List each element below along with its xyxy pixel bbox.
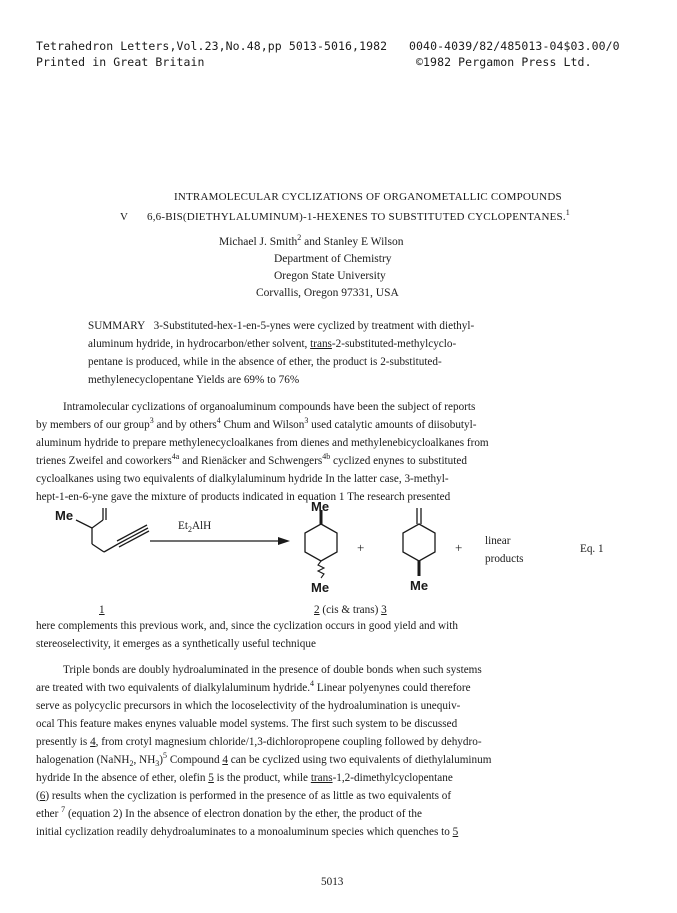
plus-sign-2: + <box>455 540 463 555</box>
p1-line-2: by members of our group$^3$ and by others$^4$ Chum and Wilson$^3$ used catalytic amounts of diisobutyl- <box>36 416 477 431</box>
p2-line-1: here complements this previous work, and, since the cyclization occurs in good yield and with <box>36 620 458 632</box>
title-line-2: 6,6-BIS(DIETHYLALUMINUM)-1-HEXENES TO SUBSTITUTED CYCLOPENTANES.$^1$ <box>147 208 570 223</box>
article-code: 0040-4039/82/485013-04$03.00/0 <box>409 39 620 53</box>
summary-line-3: pentane is produced, while in the absence of ether, the product is 2-substituted- <box>88 356 442 368</box>
reagent-label: $Et_2AlH$ <box>178 520 212 535</box>
p3-line-4: ocal This feature makes enynes valuable model systems. The first such system to be discussed <box>36 718 458 730</box>
p1-line-4: trienes Zweifel and coworkers$^{4a}$ and Rienäcker and Schwengers$^{4b}$ cyclized enynes to substituted <box>36 452 467 467</box>
compound-1-structure <box>76 508 149 552</box>
summary-line-1: SUMMARY 3-Substituted-hex-1-en-5-ynes were cyclized by treatment with diethyl- <box>88 320 475 332</box>
printed-line: Printed in Great Britain <box>36 55 205 69</box>
title-line-1: INTRAMOLECULAR CYCLIZATIONS OF ORGANOMETALLIC COMPOUNDS <box>174 191 562 203</box>
page-number: 5013 <box>321 876 344 888</box>
authors: Michael J. Smith$^2$ and Stanley E Wilson <box>219 233 404 248</box>
p3-line-1: Triple bonds are doubly hydroaluminated in the presence of double bonds when such systems <box>63 664 482 676</box>
p1-line-6: hept-1-en-6-yne gave the mixture of products indicated in equation 1 The research presented <box>36 491 451 503</box>
p1-line-1: Intramolecular cyclizations of organoaluminum compounds have been the subject of reports <box>63 401 476 413</box>
me-label-bottom-3: Me <box>410 578 429 593</box>
p3-line-8: (6) results when the cyclization is performed in the presence of as little as two equivalents of <box>36 790 452 802</box>
compound-number-1: 1 <box>99 604 105 616</box>
p3-line-7: hydride In the absence of ether, olefin 5 is the product, while trans-1,2-dimethylcyclopentane <box>36 772 453 784</box>
p3-line-9: ether $^7$ (equation 2) In the absence of electron donation by the ether, the product of the <box>36 805 422 820</box>
p2-line-2: stereoselectivity, it emerges as a synthetically useful technique <box>36 638 316 650</box>
p3-line-5: presently is 4, from crotyl magnesium chloride/1,3-dichloropropene coupling followed by dehydro- <box>36 736 482 748</box>
summary-line-2: aluminum hydride, in hydrocarbon/ether solvent, trans-2-substituted-methylcyclo- <box>88 338 457 350</box>
equation-label: Eq. 1 <box>580 543 604 555</box>
p3-line-6: halogenation (NaNH$_2$, $NH_3)^5$ Compound 4 can be cyclized using two equivalents of diethylaluminum <box>36 751 492 769</box>
linear-label-2: products <box>485 553 524 565</box>
p3-line-10: initial cyclization readily dehydroaluminates to a monoaluminum species which quenches to 5 <box>36 826 459 838</box>
p1-line-3: aluminum hydride to prepare methylenecycloalkanes from dienes and methylenebicycloalkanes from <box>36 437 489 449</box>
plus-sign-1: + <box>357 540 365 555</box>
copyright-line: ©1982 Pergamon Press Ltd. <box>416 55 592 69</box>
affiliation-university: Oregon State University <box>274 270 386 282</box>
p3-line-3: serve as polycyclic precursors in which the locoselectivity of the hydroalumination is unequiv- <box>36 700 461 712</box>
summary-line-4: methylenecyclopentane Yields are 69% to 76% <box>88 374 300 386</box>
me-label-bottom-2: Me <box>311 580 330 595</box>
p1-line-5: cycloalkanes using two equivalents of dialkylaluminum hydride In the latter case, 3-methyl- <box>36 473 449 485</box>
affiliation-department: Department of Chemistry <box>274 253 392 265</box>
product-2-ring <box>305 510 337 578</box>
me-label-top: Me <box>311 499 330 514</box>
product-3-ring <box>403 508 435 576</box>
affiliation-city: Corvallis, Oregon 97331, USA <box>256 287 399 299</box>
linear-label-1: linear <box>485 535 511 547</box>
compound-number-2-3: 2 (cis & trans) 3 <box>314 604 387 616</box>
p3-line-2: are treated with two equivalents of dialkylaluminum hydride.$^4$ Linear polyenynes could therefore <box>36 679 471 694</box>
journal-citation: Tetrahedron Letters,Vol.23,No.48,pp 5013-5016,1982 <box>36 39 388 53</box>
me-label-1: Me <box>55 508 74 523</box>
title-roman: V <box>120 211 129 223</box>
